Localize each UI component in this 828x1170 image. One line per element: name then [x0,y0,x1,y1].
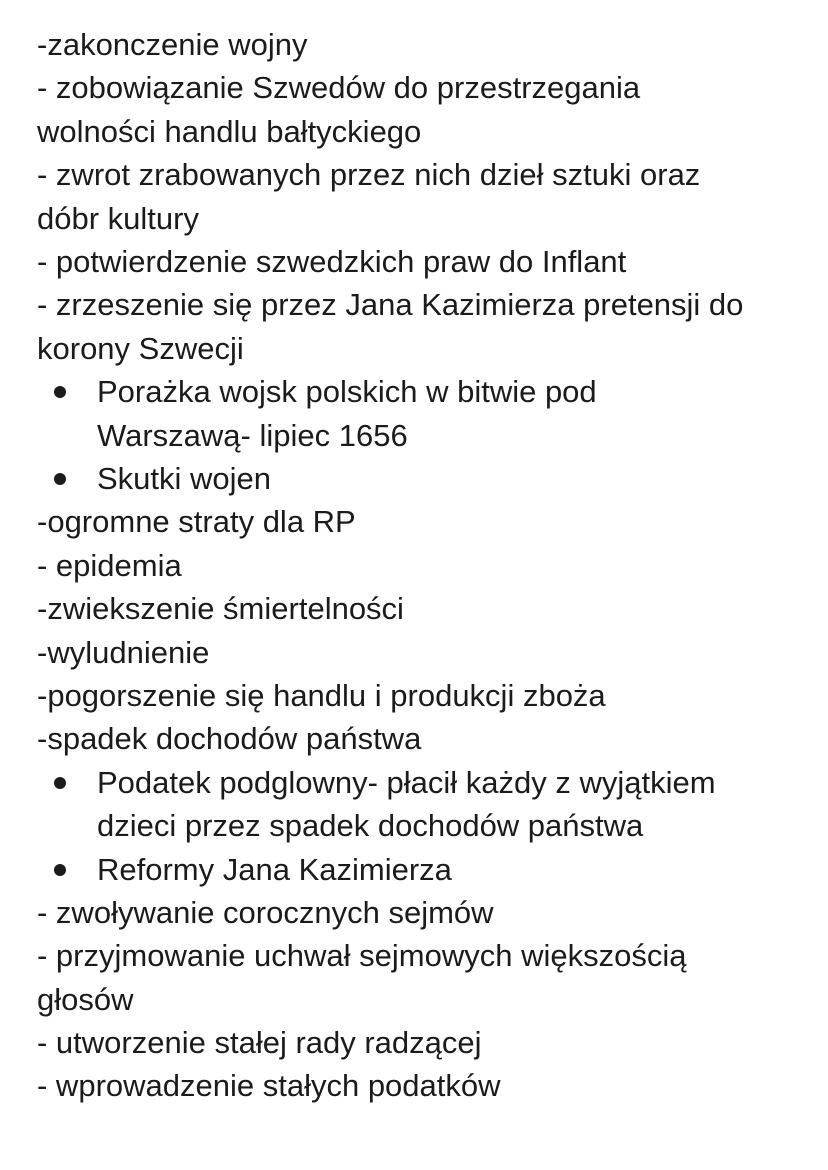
text-line: - potwierdzenie szwedzkich praw do Inflant [37,243,627,279]
text-line: - zrzeszenie się przez Jana Kazimierza pretensji do [37,287,744,323]
bullet-text-line: dzieci przez spadek dochodów państwa [97,808,644,844]
bullet-dot-icon [54,777,66,789]
bullet-list-item [0,848,828,891]
text-line: korony Szwecji [37,330,244,366]
text-line: - przyjmowanie uchwał sejmowych większością [37,938,687,974]
text-line: - zwrot zrabowanych przez nich dzieł sztuki oraz [37,157,701,193]
text-line: - epidemia [37,547,182,583]
text-line: - zobowiązanie Szwedów do przestrzegania [37,70,641,106]
bullet-text-line: Reformy Jana Kazimierza [97,851,452,887]
bullet-list-item [0,457,828,500]
text-line: -pogorszenie się handlu i produkcji zboża [37,677,606,713]
bullet-text-line: Skutki wojen [97,460,272,496]
text-line: -wyludnienie [37,634,210,670]
text-line: głosów [37,981,134,1017]
bullet-text-line: Porażka wojsk polskich w bitwie pod [97,374,597,410]
text-line: wolności handlu bałtyckiego [37,113,422,149]
bullet-list-item [0,370,828,457]
bullet-text-line: Warszawą- lipiec 1656 [97,417,408,453]
text-line: -spadek dochodów państwa [37,721,422,757]
bullet-dot-icon [54,386,66,398]
text-line: -zakonczenie wojny [37,27,308,62]
bullet-dot-icon [54,864,66,876]
bullet-text-line: Podatek podglowny- płacił każdy z wyjątkiem [97,764,716,800]
text-line: -zwiekszenie śmiertelności [37,591,404,627]
bullet-dot-icon [54,473,66,485]
text-line: dóbr kultury [37,200,199,236]
text-line: - utworzenie stałej rady radzącej [37,1025,482,1061]
text-line: - wprowadzenie stałych podatków [37,1068,501,1104]
bullet-list-item [0,761,828,848]
text-line: -ogromne straty dla RP [37,504,356,540]
text-line: - zwoływanie corocznych sejmów [37,894,494,930]
